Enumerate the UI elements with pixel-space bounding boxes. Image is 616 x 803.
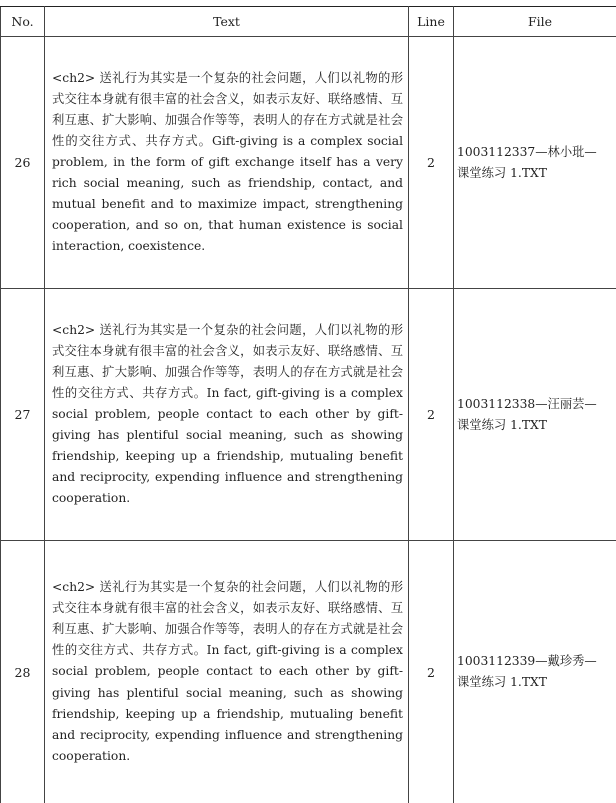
header-file: File — [454, 7, 616, 37]
row-file-suffix: 课堂练习 1.TXT — [457, 672, 616, 693]
row-file-cell — [454, 37, 616, 289]
row-file-name: 1003112338—汪丽芸— — [457, 394, 616, 415]
row-line: 2 — [409, 541, 454, 803]
header-row — [1, 7, 616, 37]
row-text: <ch2> 送礼行为其实是一个复杂的社会问题，人们以礼物的形式交往本身就有很丰富的社会含义，如表示友好、联络感情、互利互惠、扩大影响、加强合作等等，表明人的存在方式就是社会性的交往方式、共存方式。In fact, gift-giving is a complex social problem, people contact to each other by gift-giving has plentiful social meaning, such as showing friendship, keeping up a friendship, mutualing benefit and reciprocity, expending influence and strengthening cooperation. — [52, 577, 403, 767]
header-text: Text — [45, 7, 409, 37]
table-row — [1, 541, 616, 803]
row-file-name: 1003112339—戴珍秀— — [457, 651, 616, 672]
row-file-suffix: 课堂练习 1.TXT — [457, 163, 616, 184]
row-line: 2 — [409, 289, 454, 541]
row-line: 2 — [409, 37, 454, 289]
row-file-suffix: 课堂练习 1.TXT — [457, 415, 616, 436]
corpus-table — [0, 6, 616, 803]
row-text-cell — [45, 541, 409, 803]
table-row — [1, 37, 616, 289]
row-number: 27 — [1, 289, 45, 541]
row-file-name: 1003112337—林小玭— — [457, 142, 616, 163]
row-text: <ch2> 送礼行为其实是一个复杂的社会问题，人们以礼物的形式交往本身就有很丰富的社会含义，如表示友好、联络感情、互利互惠、扩大影响、加强合作等等，表明人的存在方式就是社会性的交往方式、共存方式。Gift-giving is a complex social problem, in the form of gift exchange itself has a very rich social meaning, such as friendship, contact, and mutual benefit and to maximize impact, strengthening cooperation, and so on, that human existence is social interaction, coexistence. — [52, 68, 403, 258]
row-number: 28 — [1, 541, 45, 803]
table-row — [1, 289, 616, 541]
row-number: 26 — [1, 37, 45, 289]
row-file-cell — [454, 289, 616, 541]
row-text-cell — [45, 37, 409, 289]
header-no: No. — [1, 7, 45, 37]
row-file-cell — [454, 541, 616, 803]
row-text: <ch2> 送礼行为其实是一个复杂的社会问题，人们以礼物的形式交往本身就有很丰富的社会含义，如表示友好、联络感情、互利互惠、扩大影响、加强合作等等，表明人的存在方式就是社会性的交往方式、共存方式。In fact, gift-giving is a complex social problem, people contact to each other by gift-giving has plentiful social meaning, such as showing friendship, keeping up a friendship, mutualing benefit and reciprocity, expending influence and strengthening cooperation. — [52, 320, 403, 510]
row-text-cell — [45, 289, 409, 541]
header-line: Line — [409, 7, 454, 37]
